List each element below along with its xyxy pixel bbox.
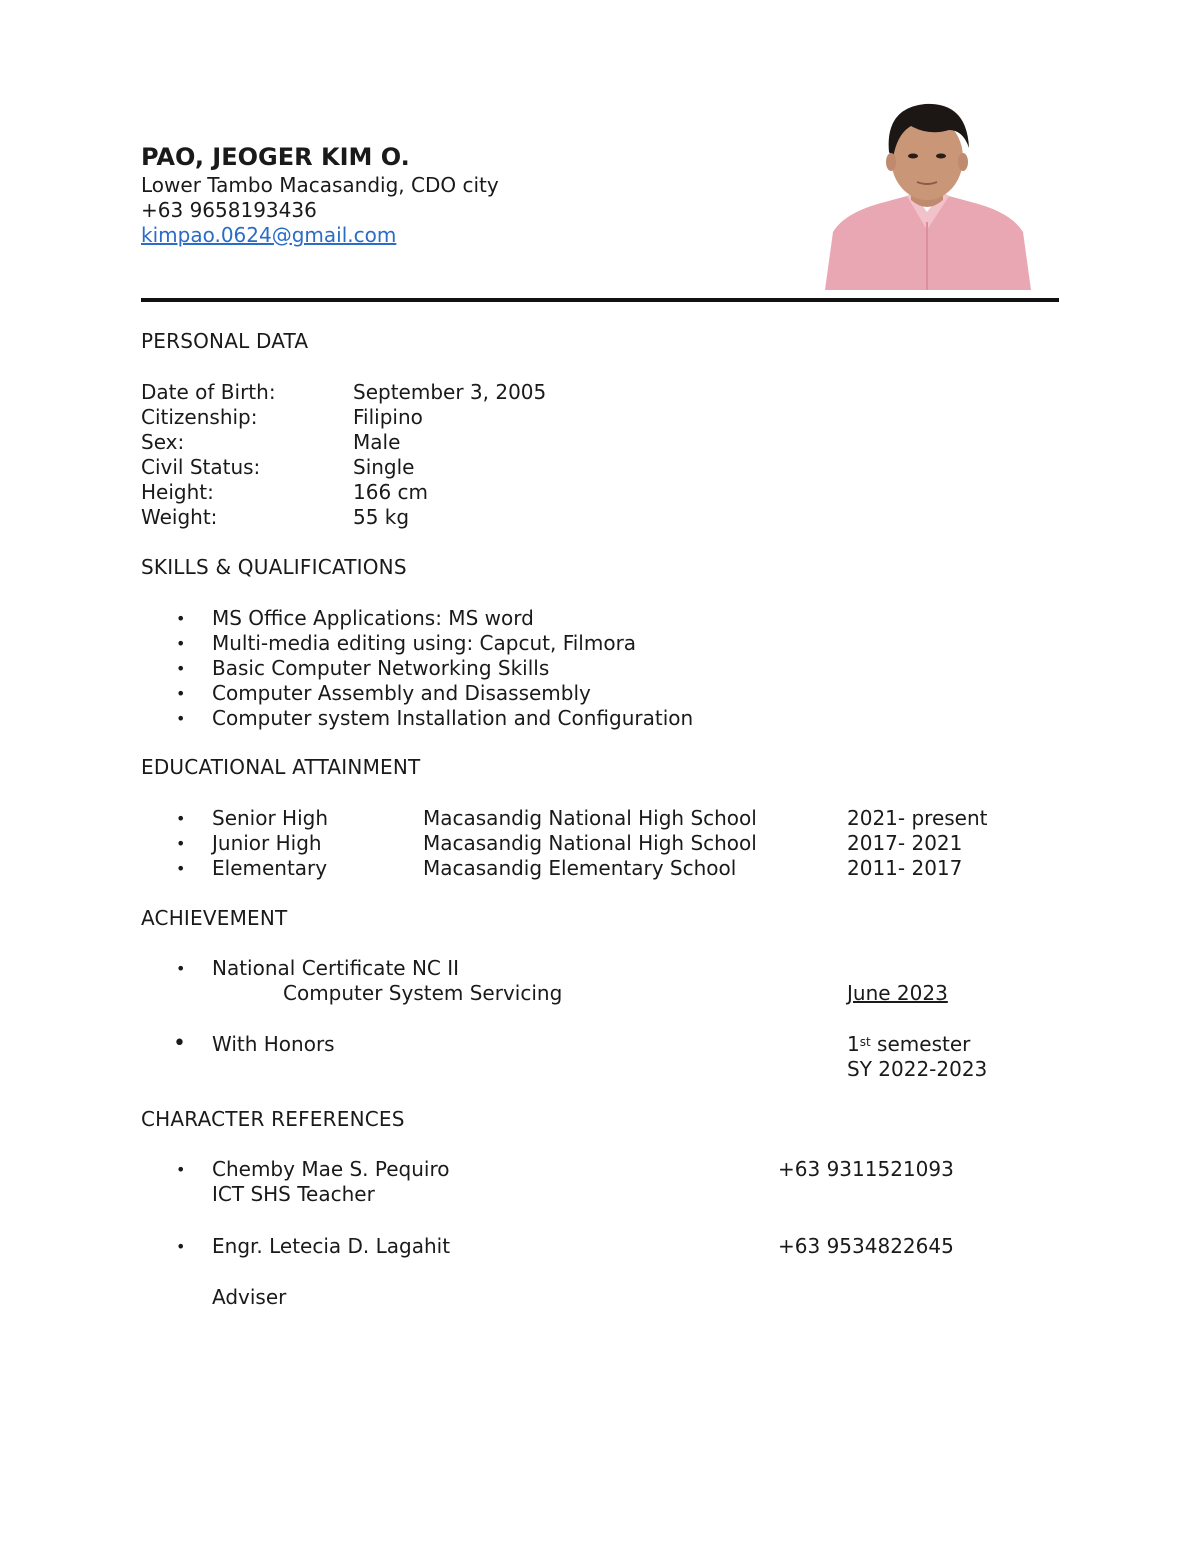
education-school: Macasandig National High School bbox=[423, 806, 757, 830]
value-sex: Male bbox=[353, 430, 401, 454]
achievement-date-ordinal: st bbox=[859, 1035, 871, 1049]
reference-role: ICT SHS Teacher bbox=[212, 1182, 375, 1206]
achievement-title: With Honors bbox=[212, 1032, 335, 1056]
education-level: Elementary bbox=[212, 856, 328, 880]
bullet-icon: • bbox=[176, 1160, 186, 1179]
education-level: Junior High bbox=[212, 831, 322, 855]
label-sex: Sex: bbox=[141, 430, 185, 454]
label-citizenship: Citizenship: bbox=[141, 405, 258, 429]
section-heading-education: EDUCATIONAL ATTAINMENT bbox=[141, 755, 421, 779]
applicant-name: PAO, JEOGER KIM O. bbox=[141, 143, 410, 171]
bullet-icon: • bbox=[176, 1237, 186, 1256]
reference-phone: +63 9311521093 bbox=[778, 1157, 954, 1181]
bullet-icon: • bbox=[176, 859, 186, 878]
header-divider bbox=[141, 298, 1059, 302]
reference-phone: +63 9534822645 bbox=[778, 1234, 954, 1258]
address: Lower Tambo Macasandig, CDO city bbox=[141, 173, 499, 197]
bullet-icon: • bbox=[173, 1031, 186, 1056]
value-civil-status: Single bbox=[353, 455, 415, 479]
skill-item: MS Office Applications: MS word bbox=[212, 606, 534, 630]
reference-name: Engr. Letecia D. Lagahit bbox=[212, 1234, 451, 1258]
education-school: Macasandig National High School bbox=[423, 831, 757, 855]
achievement-school-year: SY 2022-2023 bbox=[847, 1057, 988, 1081]
bullet-icon: • bbox=[176, 809, 186, 828]
label-civil-status: Civil Status: bbox=[141, 455, 261, 479]
section-heading-achievement: ACHIEVEMENT bbox=[141, 906, 288, 930]
phone: +63 9658193436 bbox=[141, 198, 317, 222]
skill-item: Basic Computer Networking Skills bbox=[212, 656, 550, 680]
email-link[interactable]: kimpao.0624@gmail.com bbox=[141, 223, 397, 247]
value-height: 166 cm bbox=[353, 480, 429, 504]
skill-item: Multi-media editing using: Capcut, Filmora bbox=[212, 631, 637, 655]
education-school: Macasandig Elementary School bbox=[423, 856, 737, 880]
achievement-date-rest: semester bbox=[870, 1032, 971, 1056]
bullet-icon: • bbox=[176, 834, 186, 853]
value-citizenship: Filipino bbox=[353, 405, 423, 429]
reference-name: Chemby Mae S. Pequiro bbox=[212, 1157, 450, 1181]
bullet-icon: • bbox=[176, 659, 186, 678]
section-heading-references: CHARACTER REFERENCES bbox=[141, 1107, 405, 1131]
bullet-icon: • bbox=[176, 609, 186, 628]
label-height: Height: bbox=[141, 480, 214, 504]
value-weight: 55 kg bbox=[353, 505, 410, 529]
skill-item: Computer Assembly and Disassembly bbox=[212, 681, 591, 705]
achievement-date: June 2023 bbox=[847, 981, 948, 1005]
bullet-icon: • bbox=[176, 709, 186, 728]
education-years: 2017- 2021 bbox=[847, 831, 963, 855]
profile-photo bbox=[825, 100, 1031, 290]
bullet-icon: • bbox=[176, 959, 186, 978]
education-years: 2011- 2017 bbox=[847, 856, 963, 880]
label-weight: Weight: bbox=[141, 505, 218, 529]
bullet-icon: • bbox=[176, 634, 186, 653]
achievement-detail: Computer System Servicing bbox=[283, 981, 563, 1005]
bullet-icon: • bbox=[176, 684, 186, 703]
section-heading-personal-data: PERSONAL DATA bbox=[141, 329, 309, 353]
achievement-title: National Certificate NC II bbox=[212, 956, 460, 980]
education-level: Senior High bbox=[212, 806, 329, 830]
achievement-date bbox=[847, 1032, 970, 1057]
achievement-date-number: 1 bbox=[847, 1032, 860, 1056]
skill-item: Computer system Installation and Configuration bbox=[212, 706, 694, 730]
education-years: 2021- present bbox=[847, 806, 988, 830]
reference-role: Adviser bbox=[212, 1285, 287, 1309]
label-date-of-birth: Date of Birth: bbox=[141, 380, 276, 404]
section-heading-skills: SKILLS & QUALIFICATIONS bbox=[141, 555, 407, 579]
value-date-of-birth: September 3, 2005 bbox=[353, 380, 547, 404]
